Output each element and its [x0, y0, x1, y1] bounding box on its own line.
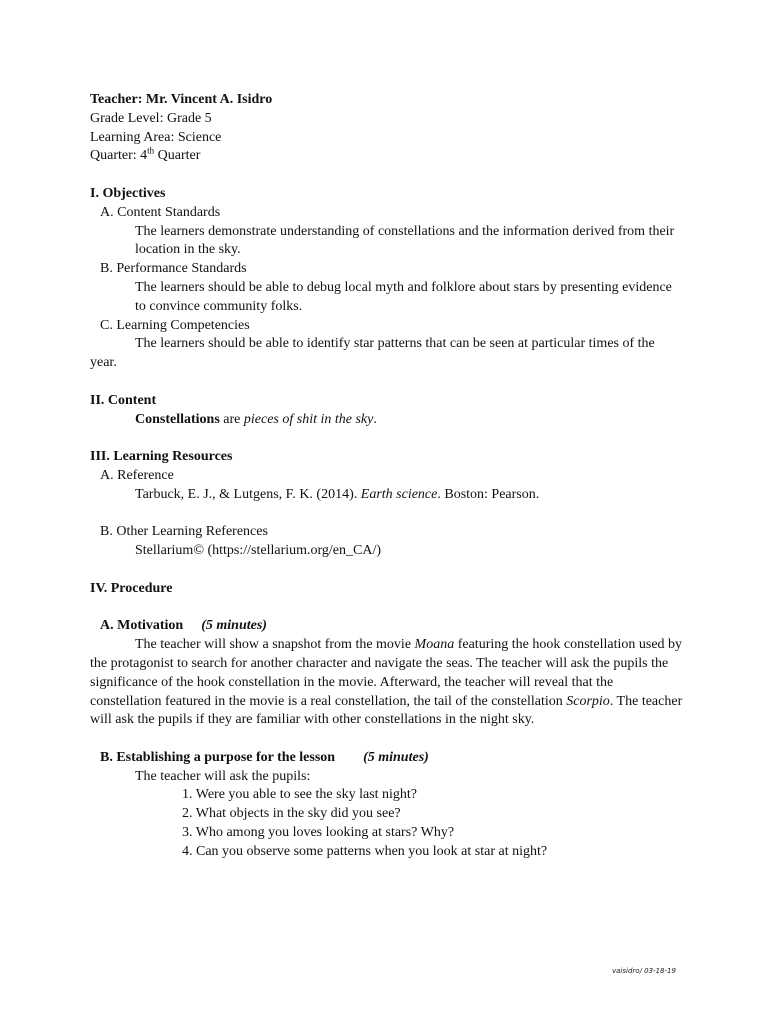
purpose-intro: The teacher will ask the pupils: — [135, 768, 311, 784]
grade-line: Grade Level: Grade 5 — [90, 110, 212, 126]
motivation-line-3: significance of the hook constellation in the movie. Afterward, the teacher will reveal that the — [90, 674, 614, 690]
content-definition: Constellations are pieces of shit in the sky. — [135, 411, 377, 427]
procedure-heading: IV. Procedure — [90, 580, 173, 596]
motivation-line-1: The teacher will show a snapshot from the movie Moana featuring the hook constellation used by — [135, 637, 683, 653]
performance-standards-text-1: The learners should be able to debug local myth and folklore about stars by presenting evidence — [135, 279, 672, 295]
reference-label: A. Reference — [100, 467, 174, 483]
quarter-line: Quarter: 4th Quarter — [90, 145, 201, 164]
learning-competencies-text-2: year. — [90, 355, 117, 371]
motivation-line-5: will ask the pupils if they are familiar with other constellations in the night sky. — [90, 712, 535, 728]
motivation-line-2: the protagonist to search for another character and navigate the seas. The teacher will ask the pupils the — [90, 655, 669, 671]
content-standards-label: A. Content Standards — [100, 204, 221, 220]
purpose-question: 1. Were you able to see the sky last night? — [182, 787, 417, 803]
lesson-plan-page — [90, 91, 690, 862]
footer-stamp: vaisidro/ 03-18-19 — [612, 967, 676, 975]
motivation-heading: A. Motivation (5 minutes) — [100, 618, 267, 634]
performance-standards-label: B. Performance Standards — [100, 261, 247, 277]
other-references-label: B. Other Learning References — [100, 524, 268, 540]
content-standards-text-2: location in the sky. — [135, 242, 241, 258]
content-standards-text-1: The learners demonstrate understanding of constellations and the information derived from their — [135, 223, 675, 239]
learning-competencies-label: C. Learning Competencies — [100, 317, 250, 333]
purpose-question: 4. Can you observe some patterns when you look at star at night? — [182, 843, 548, 859]
other-references-item: Stellarium© (https://stellarium.org/en_CA/) — [135, 543, 382, 559]
resources-heading: III. Learning Resources — [90, 449, 233, 465]
purpose-heading: B. Establishing a purpose for the lesson (5 minutes) — [100, 749, 429, 765]
teacher-line: Teacher: Mr. Vincent A. Isidro — [90, 92, 273, 107]
purpose-question: 3. Who among you loves looking at stars? Why? — [182, 825, 455, 841]
purpose-question: 2. What objects in the sky did you see? — [182, 806, 401, 822]
content-heading: II. Content — [90, 392, 157, 408]
learning-competencies-text-1: The learners should be able to identify star patterns that can be seen at particular times of the — [135, 336, 655, 352]
area-line: Learning Area: Science — [90, 129, 222, 145]
reference-citation: Tarbuck, E. J., & Lutgens, F. K. (2014). Earth science. Boston: Pearson. — [135, 486, 540, 502]
performance-standards-text-2: to convince community folks. — [135, 298, 303, 314]
objectives-heading: I. Objectives — [90, 185, 166, 201]
motivation-line-4: constellation featured in the movie is a real constellation, the tail of the constellation Scorpio. The teacher — [90, 693, 683, 709]
